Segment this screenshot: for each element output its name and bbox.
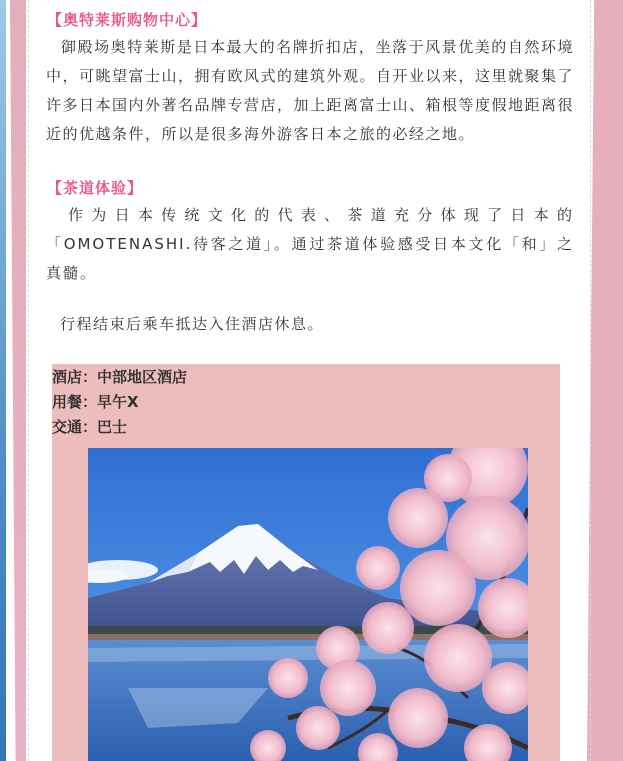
- transport-info: 交通：巴士: [52, 418, 128, 436]
- left-pink-ribbon: [10, 0, 26, 761]
- meals-info: 用餐：早午X: [52, 393, 139, 411]
- itinerary-content: [28, 0, 584, 761]
- left-blue-edge: [0, 0, 6, 761]
- outlet-heading: 【奥特莱斯购物中心】: [47, 11, 208, 29]
- day-info-box: [52, 364, 560, 761]
- right-pink-ribbon: [587, 0, 623, 761]
- mount-fuji-cherry-blossom-photo: [88, 448, 528, 761]
- outlet-description: 御殿场奥特莱斯是日本最大的名牌折扣店，坐落于风景优美的自然环境中，可眺望富士山，拥有欧风式的建筑外观。自开业以来，这里就聚集了许多日本国内外著名品牌专营店，加上距离富士山、箱根等度假地距离很近的优越条件，所以是很多海外游客日本之旅的必经之地。: [46, 38, 575, 143]
- hotel-info: 酒店：中部地区酒店: [52, 368, 188, 386]
- closing-note: 行程结束后乘车抵达入住酒店休息。: [60, 315, 325, 333]
- tea-description: 作为日本传统文化的代表、茶道充分体现了日本的「OMOTENASHI.待客之道」。通过茶道体验感受日本文化「和」之真髓。: [46, 206, 574, 282]
- right-dashed-line: [590, 0, 591, 761]
- right-page-border: [587, 0, 623, 761]
- tea-heading: 【茶道体验】: [47, 179, 144, 197]
